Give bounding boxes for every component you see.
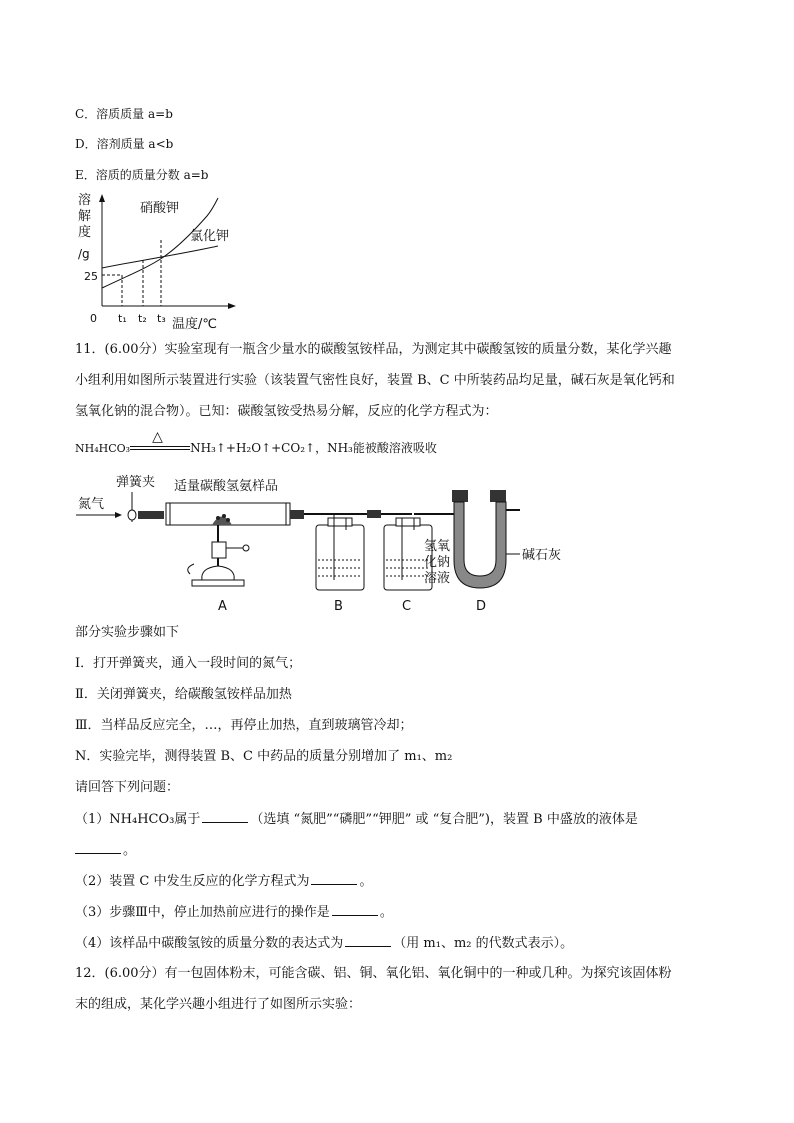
sample-label: 适量碳酸氢氨样品 [174,479,279,494]
q2-text: （2）装置 C 中发生反应的化学方程式为 [75,874,310,889]
q2-blank[interactable] [311,872,357,885]
t1-label: t₁ [118,312,127,325]
naoh-label-3: 溶液 [424,571,451,586]
questions-prompt: 请回答下列问题： [75,780,180,795]
x-axis-label: 温度/℃ [172,317,217,332]
label-d: D [476,599,487,614]
kcl-curve [102,246,218,268]
question-4 [75,934,573,953]
equation-left: NH₄HCO₃ [75,442,131,455]
y-axis-char-1: 溶 [78,193,92,208]
y-axis-char-3: 度 [78,225,92,240]
origin-label: 0 [90,312,97,325]
equation [75,429,437,457]
q11-line-2: 小组利用如图所示装置进行实验（该装置气密性良好，装置 B、C 中所装药品均足量，碱石灰是氧化钙和 [75,373,675,388]
soda-lime-label: 碱石灰 [522,548,562,563]
q12-line-1: 12．(6.00分）有一包固体粉末，可能含碳、铝、铜、氧化铝、氧化铜中的一种或几种。为探究该固体粉 [75,966,672,981]
q3-text: （3）步骤Ⅲ中，停止加热前应进行的操作是 [75,905,330,920]
y-axis-char-2: 解 [78,209,92,224]
option-e: E．溶质的质量分数 a=b [75,168,209,182]
label-a: A [218,599,227,614]
nitrogen-label: 氮气 [78,497,105,512]
t2-label: t₂ [138,312,147,325]
q12-line-2: 末的组成，某化学兴趣小组进行了如图所示实验： [75,997,362,1012]
kno3-label: 硝酸钾 [140,201,180,216]
kcl-label: 氯化钾 [190,229,230,244]
q1-end: 。 [123,843,137,858]
question-3 [75,903,393,922]
solubility-graph [72,188,242,334]
label-c: C [402,599,412,614]
clamp-label: 弹簧夹 [116,475,156,490]
q11-line-3: 氢氧化钠的混合物）。已知：碳酸氢铵受热易分解，反应的化学方程式为： [75,404,498,419]
heat-symbol: △ [152,429,163,445]
steps-intro: 部分实验步骤如下 [75,625,180,640]
q4-text-a: （4）该样品中碳酸氢铵的质量分数的表达式为 [75,936,344,951]
q11-line-1: 11．(6.00分）实验室现有一瓶含少量水的碳酸氢铵样品，为测定其中碳酸氢铵的质量分数，某化学兴趣 [75,342,672,357]
q4-blank[interactable] [345,934,391,947]
question-1-cont [75,841,136,860]
question-1 [75,810,638,829]
step-2: Ⅱ．关闭弹簧夹，给碳酸氢铵样品加热 [75,687,292,702]
q4-text-b: （用 m₁、m₂ 的代数式表示）。 [393,936,574,951]
y-axis-char-4: /g [78,247,90,261]
q1-text-b: （选填 “氮肥”“磷肥”“钾肥” 或 “复合肥”)，装置 B 中盛放的液体是 [250,812,638,827]
q1-blank-1[interactable] [202,810,248,823]
q3-end: 。 [379,905,393,920]
q2-end: 。 [359,874,373,889]
naoh-label-1: 氢氧 [424,539,451,554]
q3-blank[interactable] [332,903,378,916]
q1-text-a: （1）NH₄HCO₃属于 [75,812,201,827]
naoh-label-2: 化钠 [424,555,451,570]
question-2 [75,872,373,891]
equation-right: NH₃↑+H₂O↑+CO₂↑，NH₃能被酸溶液吸收 [190,441,437,455]
step-4: N．实验完毕，测得装置 B、C 中药品的质量分别增加了 m₁、m₂ [75,749,453,764]
t3-label: t₃ [157,312,166,325]
step-3: Ⅲ．当样品反应完全，…，再停止加热，直到玻璃管冷却； [75,718,413,733]
step-1: Ⅰ．打开弹簧夹，通入一段时间的氮气； [75,656,302,671]
option-c: C．溶质质量 a=b [75,107,173,121]
apparatus-diagram [72,470,572,618]
option-d: D．溶剂质量 a<b [75,137,174,151]
q1-blank-2[interactable] [75,841,121,854]
y-tick-25: 25 [84,270,98,283]
label-b: B [334,599,343,614]
